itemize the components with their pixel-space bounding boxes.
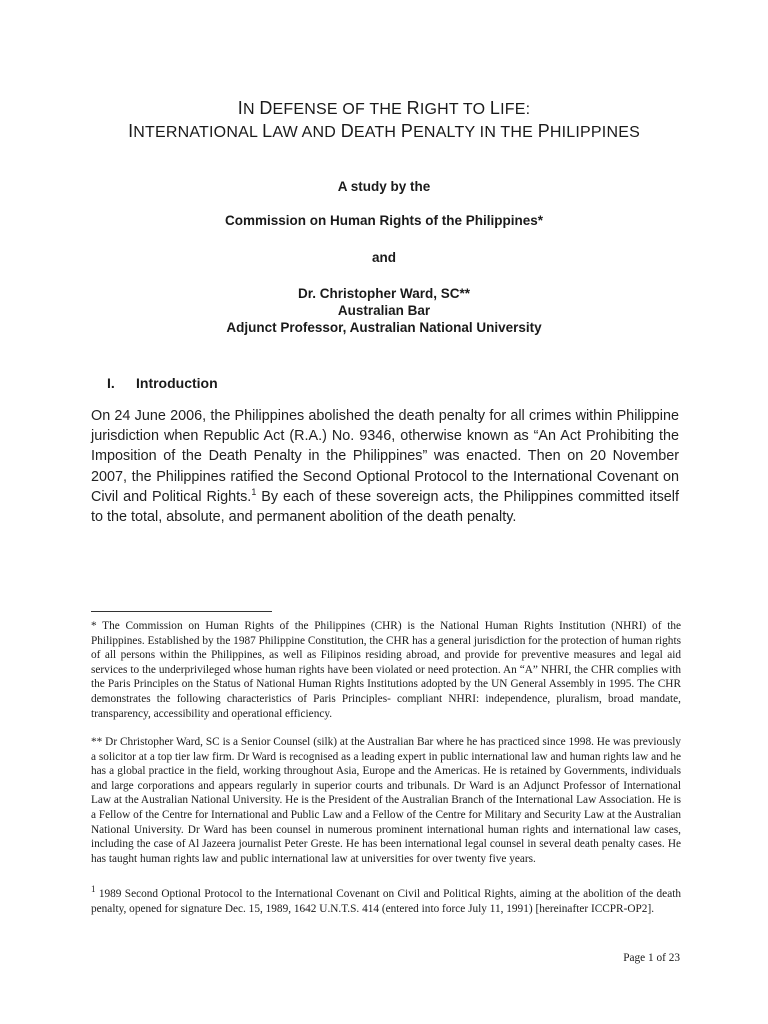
section-number: I.: [107, 375, 115, 391]
study-by-line: A study by the: [337, 179, 431, 194]
title-line-2: INTERNATIONAL LAW AND DEATH PENALTY IN THE PHILIPPINES: [128, 121, 640, 141]
intro-paragraph: On 24 June 2006, the Philippines abolished the death penalty for all crimes within Philippine jurisdiction when Republic Act (R.A.) No. 9346, otherwise known as “An Act Prohibiting the Imposition of the Death Penalty in the Philippines” was enacted. Then on 20 November 2007, the Philippines ratified the Second Optional Protocol to the International Covenant on Civil and Political Rights.$^1$ By each of these sovereign acts, the Philippines committed itself to the total, absolute, and permanent abolition of the death penalty.: [91, 408, 680, 526]
author-role: Adjunct Professor, Australian National University: [226, 320, 542, 335]
footnote-separator: [91, 611, 272, 612]
footnote-ward: ** Dr Christopher Ward, SC is a Senior Counsel (silk) at the Australian Bar where he has practiced since 1998. He was previously a solicitor at a top tier law firm. Dr Ward is recognised as a leading expert in public international law and human rights law and he has a global practice in the field, working throughout Asia, Europe and the Americas. He is retained by Governments, individuals and large corporations and appears regularly in superior courts and tribunals. Dr Ward is an Adjunct Professor of International Law at the Australian National University. He is the President of the Australian Branch of the International Law Association. He is a Fellow of the Centre for International and Public Law and a Fellow of the Centre for Military and Security Law at the Australian National University. Dr Ward has been counsel in numerous prominent international human rights and international law cases, including the case of Al Jazeera journalist Peter Greste. He has been international legal counsel in several death penalty cases. He has taught human rights law and public international law at universities for over twenty five years.: [91, 736, 681, 865]
commission-line: Commission on Human Rights of the Philippines*: [224, 213, 543, 228]
page-number: Page 1 of 23: [623, 952, 680, 964]
footnote-1: $^1$ 1989 Second Optional Protocol to the International Covenant on Civil and Political Rights, aiming at the abolition of the death penalty, opened for signature Dec. 15, 1989, 1642 U.N.T.S. 414 (entered into force July 11, 1991) [hereinafter ICCPR-OP2].: [91, 884, 681, 915]
title-line-1: IN DEFENSE OF THE RIGHT TO LIFE:: [237, 98, 531, 118]
author-bar: Australian Bar: [337, 303, 431, 318]
footnote-1-marker: 1: [91, 884, 96, 895]
and-line: and: [371, 250, 396, 265]
author-name: Dr. Christopher Ward, SC**: [297, 286, 471, 301]
section-heading: [107, 375, 218, 391]
section-title: Introduction: [136, 375, 218, 391]
footnote-ref-1[interactable]: 1: [251, 487, 257, 498]
footnote-chr: * The Commission on Human Rights of the Philippines (CHR) is the National Human Rights Institution (NHRI) of the Philippines. Established by the 1987 Philippine Constitution, the CHR has a general jurisdiction for the protection of human rights of all persons within the Philippines, as well as Filipinos residing abroad, and provide for preventive measures and legal aid services to the underprivileged whose human rights have been violated or need protection. An “A” NHRI, the CHR complies with the Paris Principles on the Status of National Human Rights Institutions adopted by the UN General Assembly in 1995. The CHR demonstrates the following characteristics of Paris Principles- compliant NHRI: independence, pluralism, broad mandate, transparency, accessibility and operational efficiency.: [91, 620, 681, 720]
